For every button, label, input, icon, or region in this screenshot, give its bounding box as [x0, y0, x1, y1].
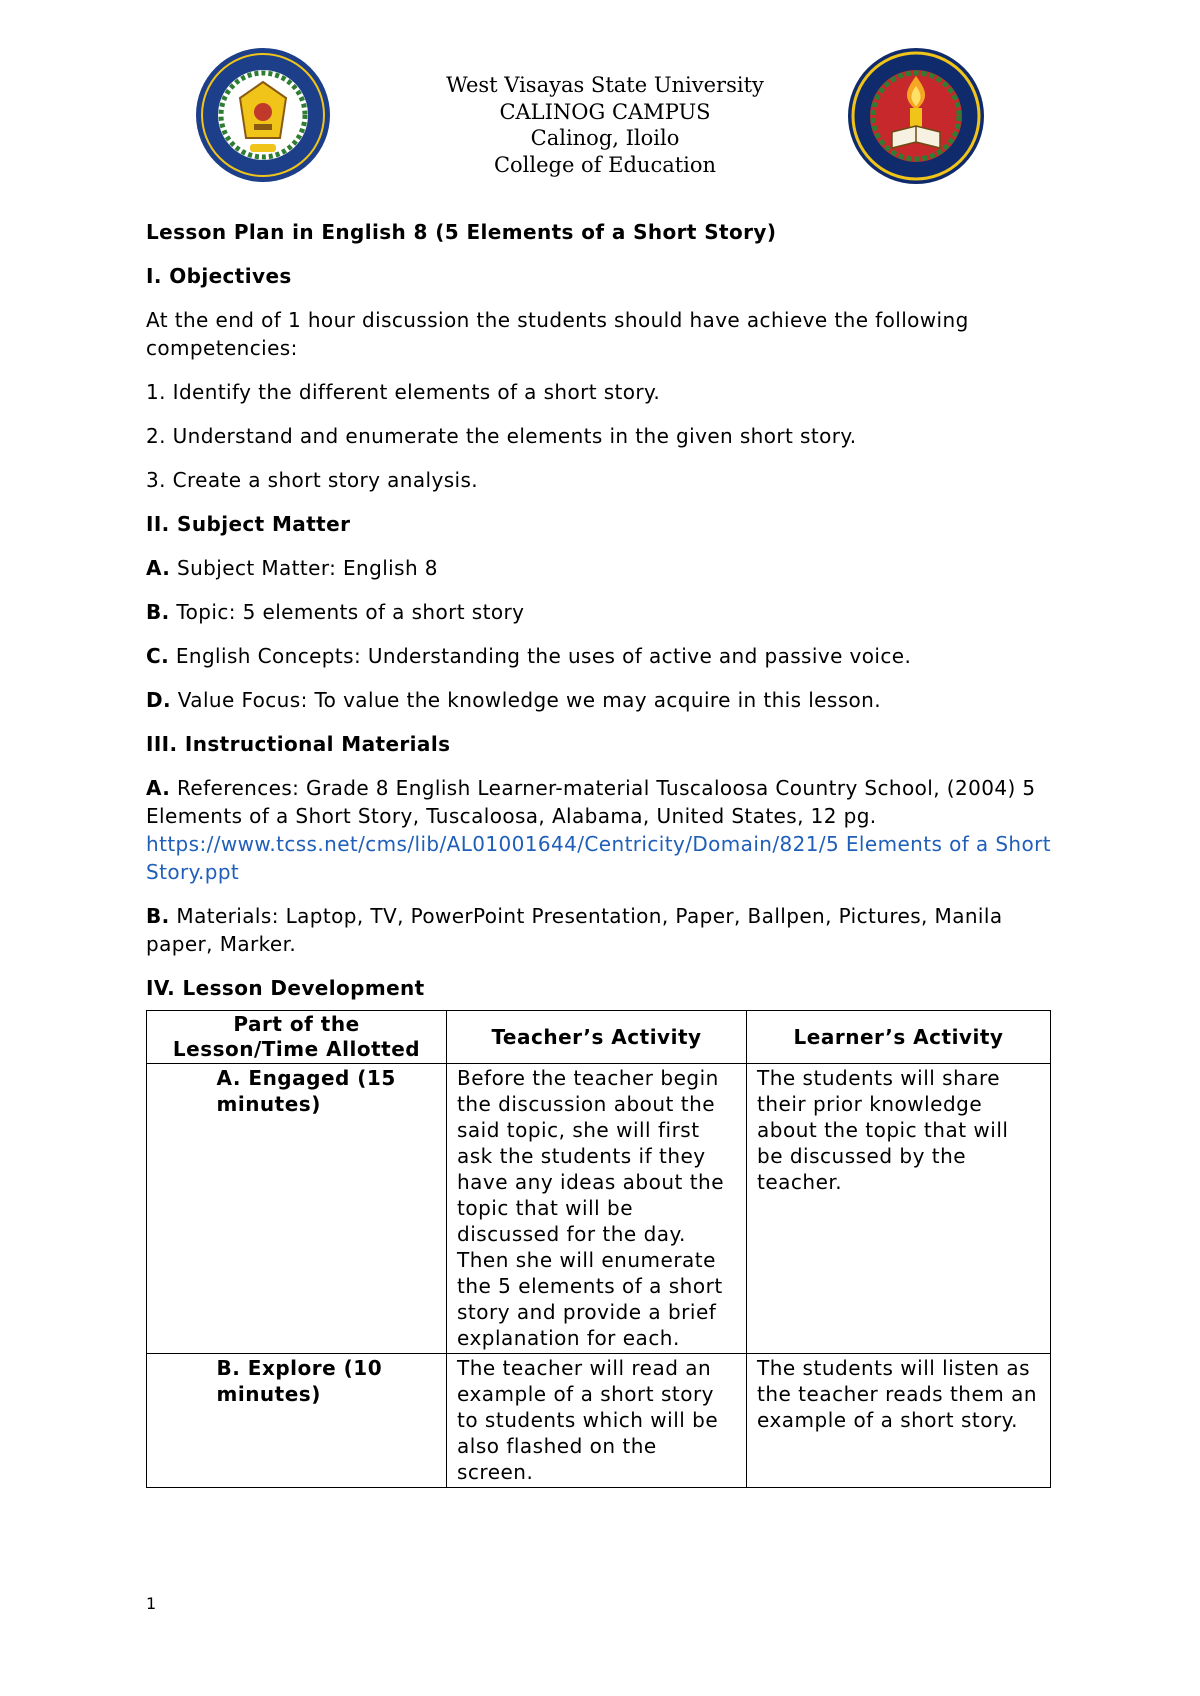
item-letter: A. [146, 556, 171, 580]
teacher-activity-cell: The teacher will read an example of a short story to students which will be also flashed on the screen. [447, 1354, 747, 1488]
teacher-activity-cell: Before the teacher begin the discussion about the said topic, she will first ask the students if they have any ideas about the topic that will be discussed for the day. Then she will enumerate the 5 elements of a short story and provide a brief explanation for each. [447, 1064, 747, 1354]
page-number: 1 [146, 1594, 157, 1613]
column-header: Part of the Lesson/Time Allotted [147, 1011, 447, 1064]
lesson-plan-title: Lesson Plan in English 8 (5 Elements of a Short Story) [146, 220, 777, 244]
item-letter: B. [146, 904, 170, 928]
item-text: Value Focus: To value the knowledge we may acquire in this lesson. [177, 688, 881, 712]
item-letter: A. [146, 776, 171, 800]
college-of-education-seal-icon [846, 46, 986, 186]
objectives-heading: I. Objectives [146, 264, 292, 288]
references-link[interactable]: https://www.tcss.net/cms/lib/AL01001644/Centricity/Domain/821/5 Elements of a Short Story.ppt [146, 832, 1051, 884]
objective-item: 3. Create a short story analysis. [146, 468, 479, 492]
table-row [147, 1354, 1051, 1488]
lesson-part-cell [147, 1354, 447, 1488]
item-text: Topic: 5 elements of a short story [176, 600, 525, 624]
item-letter: C. [146, 644, 170, 668]
item-text: English Concepts: Understanding the uses of active and passive voice. [175, 644, 912, 668]
university-seal-logo [194, 46, 332, 184]
subject-matter-item [146, 554, 1076, 582]
references-text: References: Grade 8 English Learner-material Tuscaloosa Country School, (2004) 5 Elements of a Short Story, Tuscaloosa, Alabama, United States, 12 pg. [146, 776, 1036, 828]
college-seal-logo [846, 46, 986, 186]
university-seal-icon [194, 46, 332, 184]
item-letter: D. [146, 688, 171, 712]
campus-name: CALINOG CAMPUS [499, 99, 711, 124]
lesson-development-heading: IV. Lesson Development [146, 976, 425, 1000]
objective-item: 1. Identify the different elements of a short story. [146, 380, 661, 404]
document-header [340, 72, 870, 178]
instructional-materials-heading: III. Instructional Materials [146, 732, 451, 756]
column-header: Teacher’s Activity [447, 1011, 747, 1064]
materials-text: Materials: Laptop, TV, PowerPoint Presentation, Paper, Ballpen, Pictures, Manila paper, Marker. [146, 904, 1003, 956]
objective-item: 2. Understand and enumerate the elements in the given short story. [146, 424, 857, 448]
lesson-part-cell [147, 1064, 447, 1354]
subject-matter-item [146, 598, 1076, 626]
column-header: Learner’s Activity [747, 1011, 1051, 1064]
subject-matter-item [146, 642, 1076, 670]
subject-matter-item [146, 686, 1076, 714]
item-text: Subject Matter: English 8 [177, 556, 438, 580]
table-header-row [147, 1011, 1051, 1064]
college-name: College of Education [493, 152, 717, 177]
references-paragraph [146, 774, 1076, 886]
lesson-plan-body [146, 218, 1076, 1488]
table-row [147, 1064, 1051, 1354]
item-letter: B. [146, 600, 170, 624]
lesson-part-label: B. Explore (10 minutes) [216, 1356, 383, 1406]
learner-activity-cell: The students will listen as the teacher reads them an example of a short story. [747, 1354, 1051, 1488]
objectives-intro: At the end of 1 hour discussion the students should have achieve the following competencies: [146, 308, 969, 360]
materials-paragraph [146, 902, 1076, 958]
lesson-development-table [146, 1010, 1051, 1488]
campus-location: Calinog, Iloilo [530, 126, 680, 150]
university-name: West Visayas State University [446, 73, 764, 97]
learner-activity-cell: The students will share their prior knowledge about the topic that will be discussed by the teacher. [747, 1064, 1051, 1354]
subject-matter-heading: II. Subject Matter [146, 512, 351, 536]
lesson-part-label: A. Engaged (15 minutes) [216, 1066, 396, 1116]
